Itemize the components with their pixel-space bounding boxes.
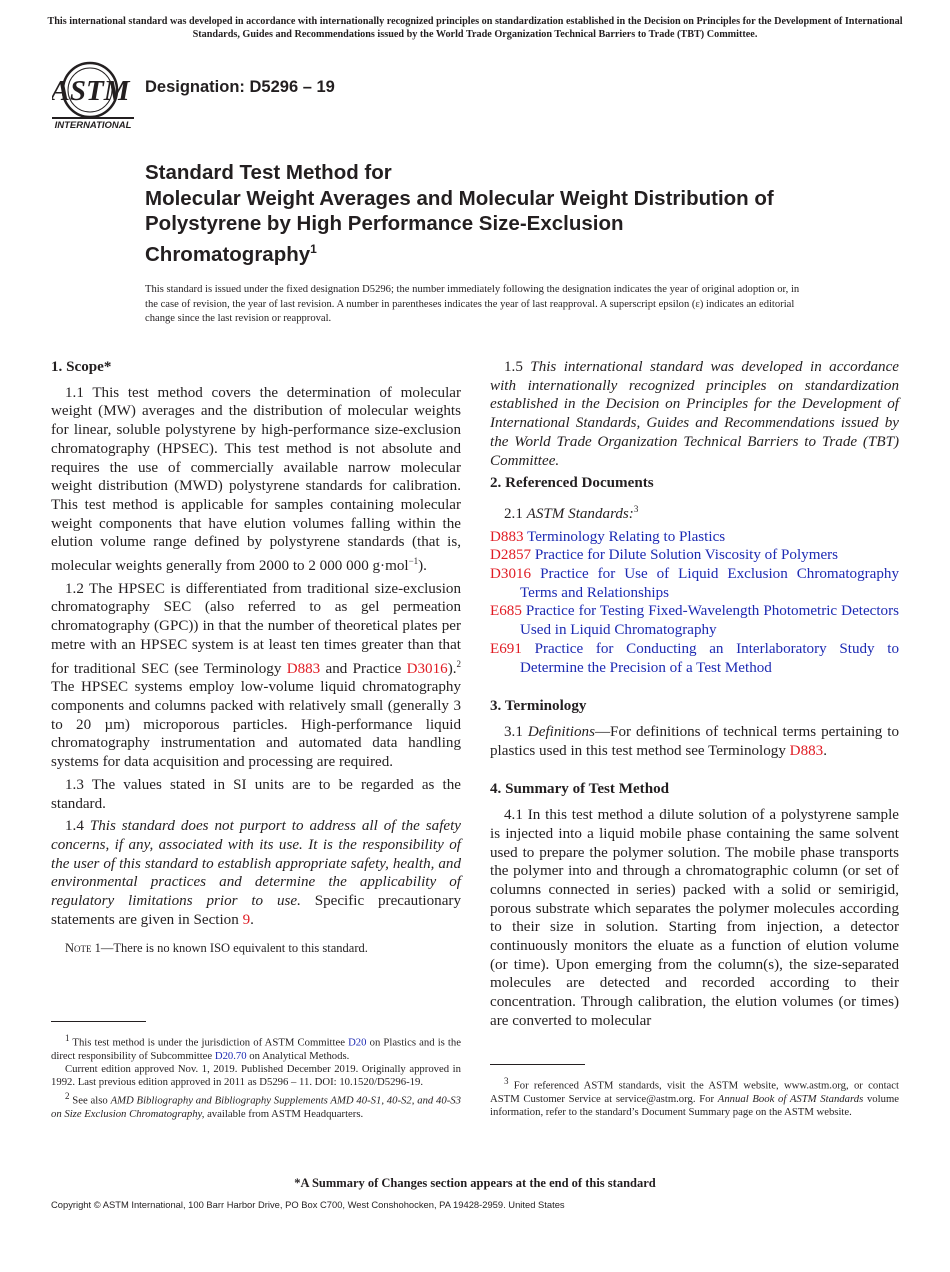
footnote-rule — [51, 1021, 146, 1022]
left-footnotes — [51, 1021, 461, 1121]
footnote-1-marker: 1 — [65, 1033, 70, 1043]
footnote-2-a: See also — [69, 1094, 111, 1107]
title-main: Molecular Weight Averages and Molecular Weight Distribution of Polystyrene by High Performance Size-Exclusion Chromatography — [145, 186, 774, 266]
footnote-3-text — [490, 1075, 899, 1119]
ref-item — [490, 546, 899, 565]
para-3-1-num: 3.1 — [504, 723, 528, 740]
right-footnotes — [490, 1064, 899, 1119]
referenced-intro-italic: ASTM Standards: — [526, 505, 634, 522]
para-1-2 — [51, 580, 461, 772]
footnote-3 — [490, 1075, 899, 1119]
astm-logo — [52, 58, 134, 132]
ref-title[interactable]: Practice for Conducting an Interlaboratory Study to Determine the Precision of a Test Method — [520, 640, 900, 676]
footnote-1-a: This test method is under the jurisdiction of ASTM Committee — [69, 1036, 349, 1049]
para-1-2-c: ). — [447, 660, 457, 677]
footnote-3-marker: 3 — [504, 1076, 509, 1086]
ref-code-e691[interactable]: E691 — [490, 640, 522, 657]
footnote-2-b: available from ASTM Headquarters. — [204, 1107, 364, 1120]
ref-item — [490, 640, 899, 677]
link-d3016[interactable]: D3016 — [406, 660, 448, 677]
para-4-1: 4.1 In this test method a dilute solution of a polystyrene sample is injected into a liquid mobile phase containing the same solvent used to prepare the polymer solution. The mobile phase transports the polymer into and through a chromatographic column (or set of columns connected in series) packed with a solid or semirigid, porous substrate which separates the polymer molecules according to their size in solution. Starting from injection, a detector continuously monitors the eluate as a function of elution volume (or time). Upon emerging from the column(s), the size-separated molecules are detected and recorded according to their concentration. Through calibration, the elution volumes (or times) are converted to molecular — [490, 807, 899, 1029]
footnote-rule — [490, 1064, 585, 1065]
note-1 — [51, 939, 461, 958]
para-1-5 — [490, 358, 899, 470]
unit-exponent: −1 — [408, 556, 419, 567]
footnote-1 — [51, 1032, 461, 1063]
para-1-3: 1.3 The values stated in SI units are to be regarded as the standard. — [51, 776, 461, 812]
copyright: Copyright © ASTM International, 100 Barr Harbor Drive, PO Box C700, West Conshohocken, PA 19428-2959. United States — [51, 1199, 565, 1210]
footnote-ref-3[interactable]: 3 — [633, 503, 639, 514]
section-heading-summary: 4. Summary of Test Method — [490, 781, 670, 798]
ref-item — [490, 602, 899, 639]
note-text: 1—There is no known ISO equivalent to this standard. — [91, 941, 368, 956]
logo-international: INTERNATIONAL — [54, 120, 132, 131]
standard-title — [145, 160, 785, 267]
ref-code-d2857[interactable]: D2857 — [490, 547, 532, 564]
para-1-1-end: ). — [418, 558, 427, 575]
left-column — [51, 358, 461, 958]
ref-title[interactable]: Terminology Relating to Plastics — [527, 528, 726, 545]
ref-code-e685[interactable]: E685 — [490, 603, 522, 620]
link-section-9[interactable]: 9 — [242, 911, 251, 928]
link-d883[interactable]: D883 — [286, 660, 321, 677]
referenced-intro — [490, 500, 899, 524]
designation: Designation: D5296 – 19 — [145, 78, 335, 96]
referenced-intro-num: 2.1 — [504, 505, 527, 522]
section-heading-terminology: 3. Terminology — [490, 698, 587, 715]
para-1-2-a: 1.2 The HPSEC is differentiated from traditional size-exclusion chromatography SEC (also referred to as gel permeation chromatography (GPC)) in that the number of theoretical plates per metre with an HPSEC system is at least ten times greater than that for traditional SEC (see Terminology — [51, 580, 461, 677]
footnote-2-marker: 2 — [65, 1090, 70, 1101]
footnote-3-a: For referenced ASTM standards, visit the ASTM website, www.astm.org, or contact ASTM Customer Service at service@astm.org. For — [490, 1079, 899, 1105]
para-1-1 — [51, 384, 461, 576]
ref-item — [490, 528, 899, 547]
para-1-1-text: 1.1 This test method covers the determination of molecular weight (MW) averages and the distribution of molecular weights for linear, soluble polystyrene by high-performance size-exclusion chromatography (HPSEC). This test method is not absolute and requires the use of commercially available narrow molecular weight distribution (MWD) polystyrene standards for calibration. This test method is applicable for samples containing molecular weight components that have elution volumes falling within the elution volume range defined by polystyrene standards (that is, molecular weights generally from 2000 to 2 000 000 g·mol — [51, 384, 461, 575]
ref-code-d3016[interactable]: D3016 — [490, 566, 532, 583]
astm-logo-icon — [52, 58, 134, 132]
para-1-4-end: . — [250, 911, 254, 928]
right-column — [490, 358, 899, 1035]
title-footnote-ref[interactable]: 1 — [310, 241, 317, 256]
note-label: Note — [65, 941, 92, 956]
title-line1: Standard Test Method for — [145, 161, 392, 184]
section-heading-referenced: 2. Referenced Documents — [490, 475, 654, 492]
ref-code-d883[interactable]: D883 — [490, 528, 524, 545]
para-1-2-b: and Practice — [320, 660, 407, 677]
para-1-4-rest: Specific precautionary statements are given in Section — [51, 893, 461, 928]
footnote-2 — [51, 1090, 461, 1121]
footnote-ref-2[interactable]: 2 — [456, 658, 461, 669]
para-1-4-italic: This standard does not purport to address all of the safety concerns, if any, associated with its use. It is the responsibility of the user of this standard to establish appropriate safety, health, and environmental practices and determine the applicability of regulatory limitations prior to use. — [51, 818, 462, 910]
footnote-3-b: volume information, refer to the standard’s Document Summary page on the ASTM website. — [490, 1092, 900, 1119]
section-heading-scope: 1. Scope* — [51, 359, 112, 375]
footnote-1-c: on Analytical Methods. — [246, 1049, 350, 1062]
footnote-1-edition: Current edition approved Nov. 1, 2019. Published December 2019. Originally approved in 1992. Last previous edition approved in 2011 as D5296 – 11. DOI: 10.1520/D5296-19. — [51, 1063, 461, 1089]
para-1-4 — [51, 817, 461, 929]
summary-of-changes-note: *A Summary of Changes section appears at the end of this standard — [294, 1176, 656, 1190]
footnotes-block — [51, 1032, 461, 1121]
para-3-1-italic: Definitions — [527, 723, 595, 740]
link-d20-70[interactable]: D20.70 — [214, 1049, 247, 1062]
ref-title[interactable]: Practice for Use of Liquid Exclusion Chromatography Terms and Relationships — [520, 566, 899, 601]
ref-item — [490, 565, 899, 602]
footnote-3-italic: Annual Book of ASTM Standards — [717, 1092, 864, 1105]
issued-note: This standard is issued under the fixed designation D5296; the number immediately following the designation indicates the year of original adoption or, in the case of revision, the year of last revision. A number in parentheses indicates the year of last reapproval. A superscript epsilon (ε) indicates an editorial change since the last revision or reapproval. — [145, 284, 800, 324]
footnote-2-italic: AMD Bibliography and Bibliography Supplements AMD 40-S1, 40-S2, and 40-S3 on Size Exclusion Chromatography, — [51, 1094, 461, 1120]
referenced-list — [490, 500, 899, 677]
para-3-1 — [490, 723, 899, 760]
para-3-1-text: —For definitions of technical terms pertaining to plastics used in this test method see Terminology — [490, 723, 900, 759]
ref-title[interactable]: Practice for Testing Fixed-Wavelength Photometric Detectors Used in Liquid Chromatography — [520, 603, 899, 639]
para-1-4-num: 1.4 — [65, 818, 90, 835]
link-d883-terminology[interactable]: D883 — [789, 742, 824, 759]
para-3-1-end: . — [823, 742, 827, 759]
para-1-5-num: 1.5 — [504, 359, 531, 375]
para-1-2-d: The HPSEC systems employ low-volume liquid chromatography components and columns packed with relatively small (generally 3 to 20 µm) microporous particles. High-performance liquid chromatography instrumentation and automated data handling systems for data acquisition and processing are required. — [51, 679, 461, 771]
para-1-5-italic: This international standard was developed in accordance with internationally recognized principles on standardization established in the Decision on Principles for the Development of International Standards, Guides and Recommendations issued by the World Trade Organization Technical Barriers to Trade (TBT) Committee. — [490, 359, 900, 469]
tbt-banner: This international standard was developed in accordance with internationally recognized principles on standardization established in the Decision on Principles for the Development of International Standards, Guides and Recommendations issued by the World Trade Organization Technical Barriers to Trade (TBT) Committee. — [47, 16, 903, 40]
ref-title[interactable]: Practice for Dilute Solution Viscosity of Polymers — [534, 547, 839, 564]
logo-letters: ASTM — [52, 75, 130, 107]
link-d20[interactable]: D20 — [348, 1036, 367, 1049]
footnote-1-b: on Plastics and is the direct responsibility of Subcommittee — [51, 1036, 461, 1062]
